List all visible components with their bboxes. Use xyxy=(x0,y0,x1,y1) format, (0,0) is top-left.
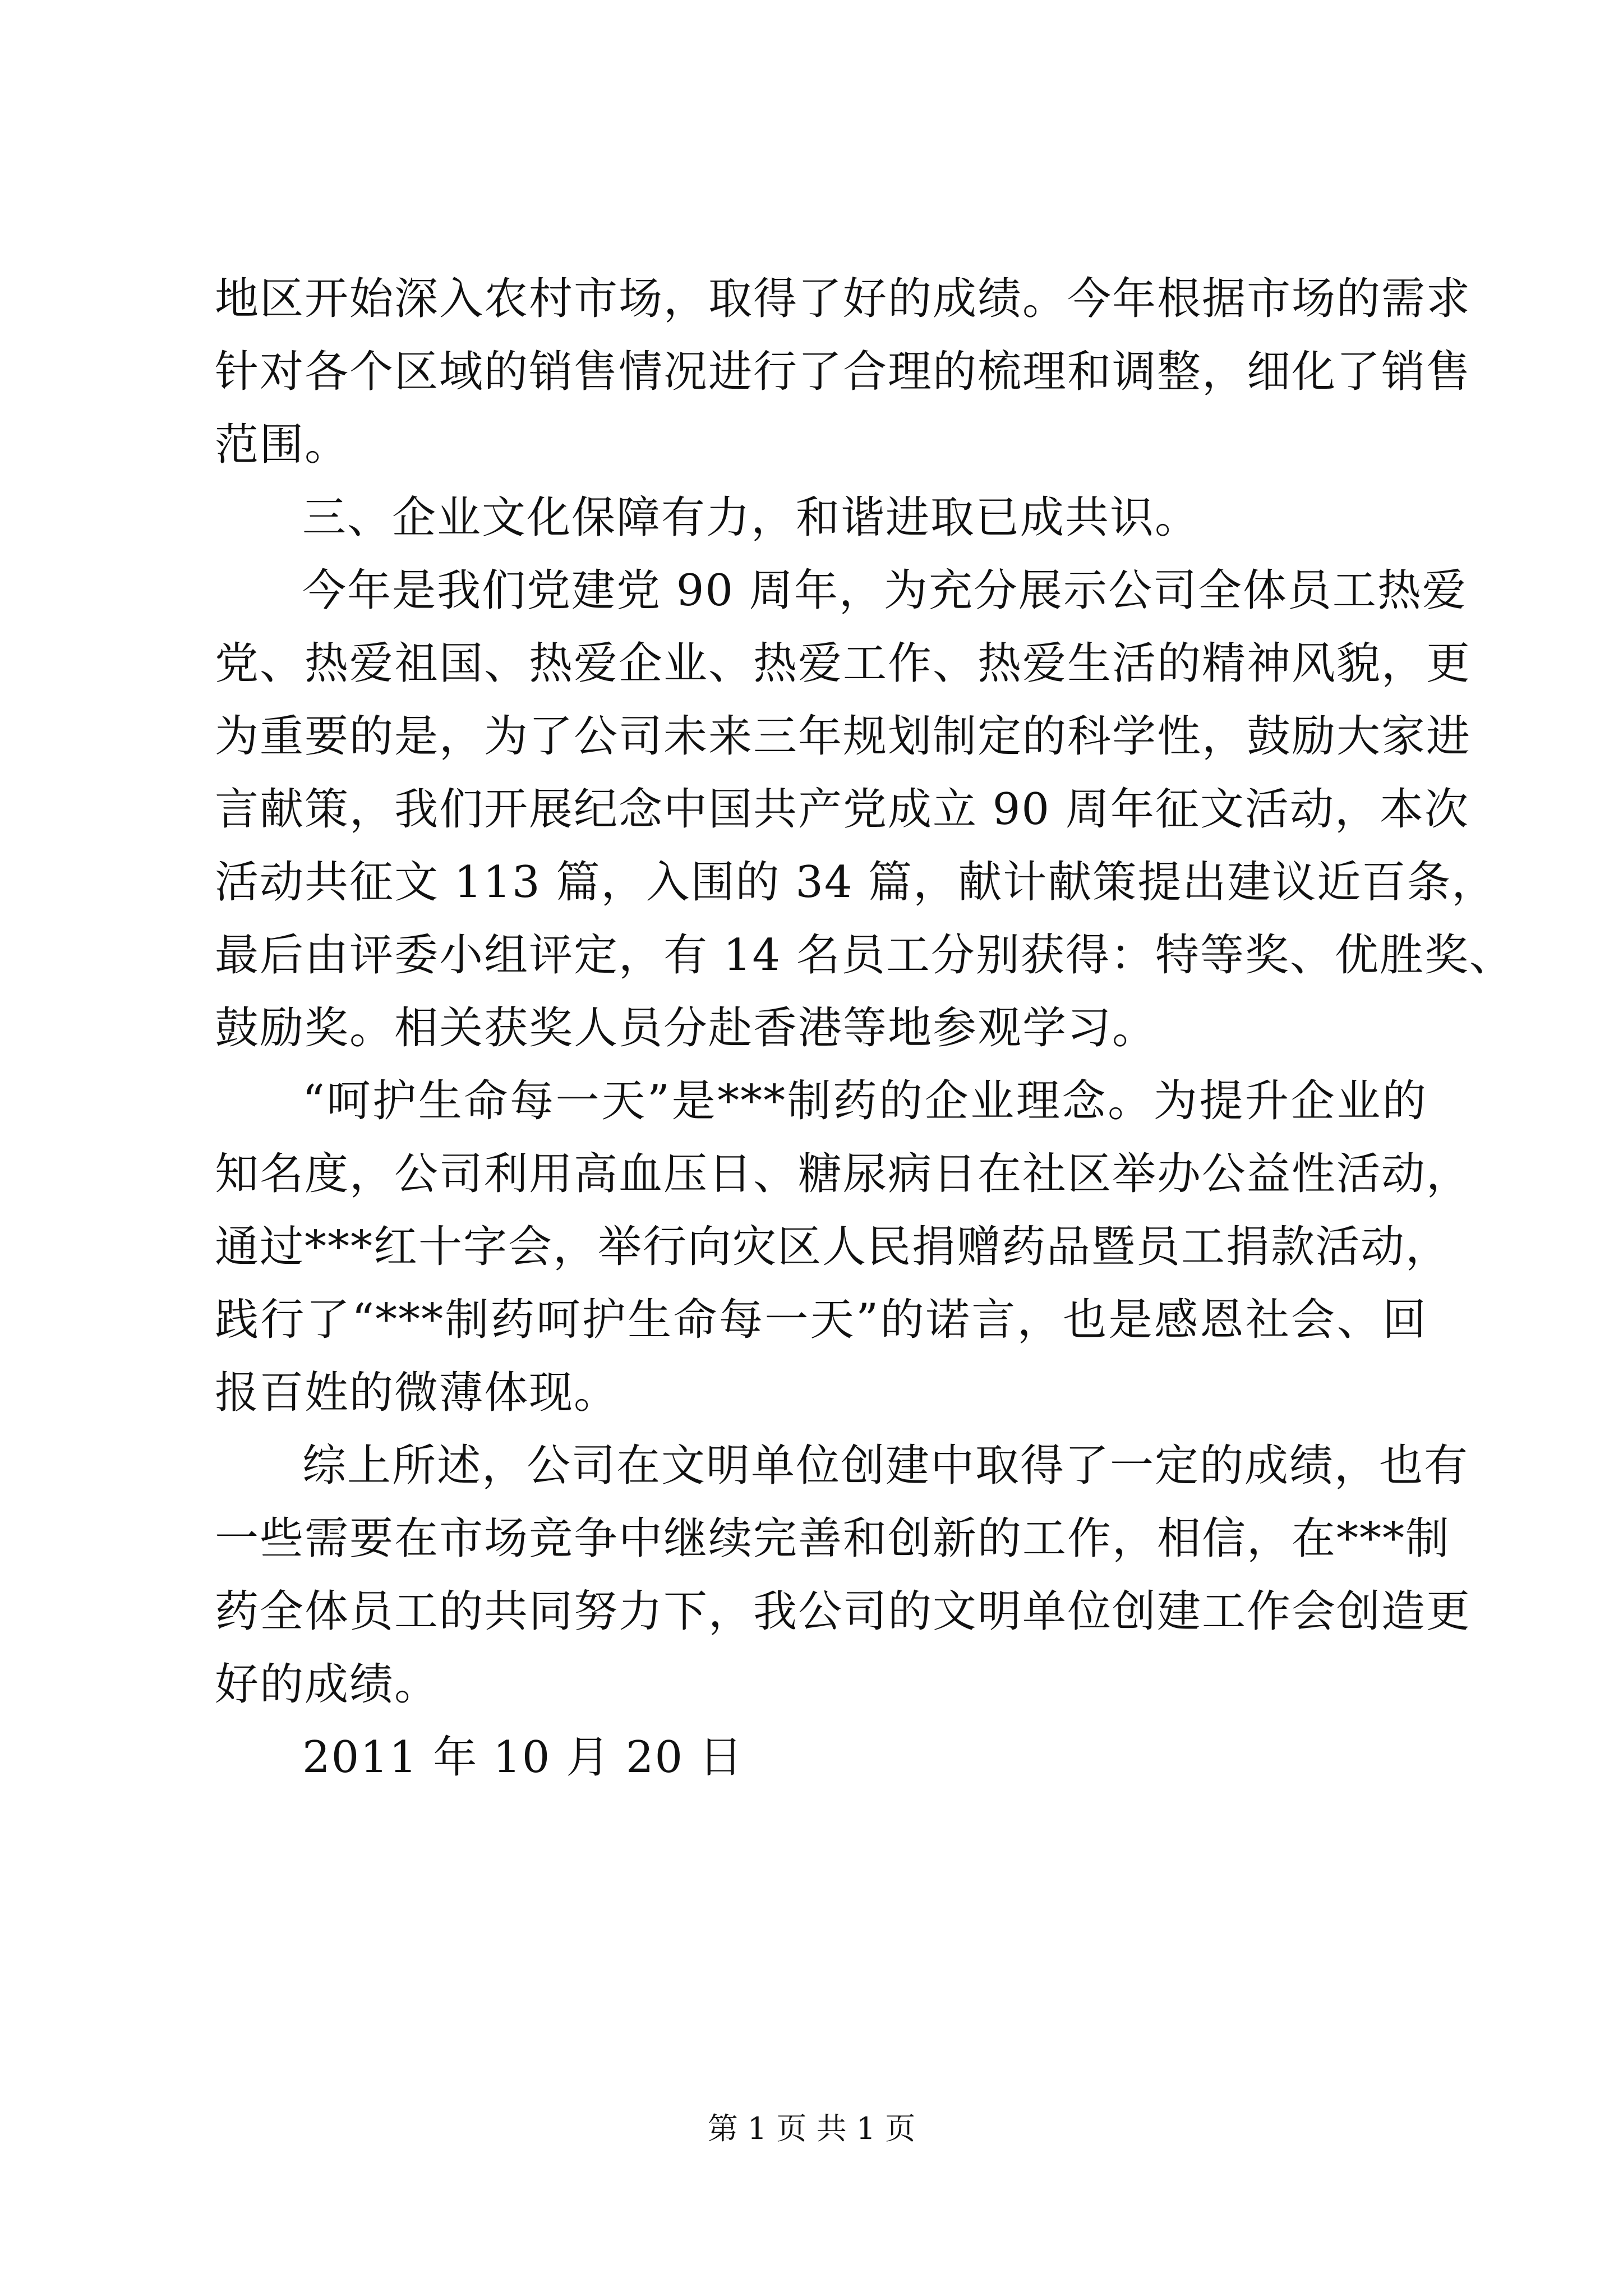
section-heading: 三、企业文化保障有力，和谐进取已成共识。 xyxy=(302,493,1200,543)
body-line: 党、热爱祖国、热爱企业、热爱工作、热爱生活的精神风貌，更 xyxy=(215,638,1472,689)
body-line: “呵护生命每一天”是***制药的企业理念。为提升企业的 xyxy=(302,1076,1427,1126)
body-line: 针对各个区域的销售情况进行了合理的梳理和调整，细化了销售 xyxy=(215,347,1472,397)
body-line: 一些需要在市场竞争中继续完善和创新的工作，相信，在***制 xyxy=(215,1513,1451,1564)
body-line: 地区开始深入农村市场，取得了好的成绩。今年根据市场的需求 xyxy=(215,274,1472,324)
body-line: 鼓励奖。相关获奖人员分赴香港等地参观学习。 xyxy=(215,1003,1158,1053)
body-line: 通过***红十字会，举行向灾区人民捐赠药品暨员工捐款活动， xyxy=(215,1222,1451,1272)
body-line: 最后由评委小组评定，有 14 名员工分别获得：特等奖、优胜奖、 xyxy=(215,930,1514,981)
body-line: 药全体员工的共同努力下，我公司的文明单位创建工作会创造更 xyxy=(215,1586,1472,1637)
body-line: 今年是我们党建党 90 周年，为充分展示公司全体员工热爱 xyxy=(302,565,1467,616)
body-line: 践行了“***制药呵护生命每一天”的诺言，也是感恩社会、回 xyxy=(215,1295,1427,1345)
body-line: 范围。 xyxy=(215,420,350,470)
body-line: 活动共征文 113 篇，入围的 34 篇，献计献策提出建议近百条， xyxy=(215,857,1497,908)
document-body xyxy=(215,263,1514,1794)
body-line: 综上所述，公司在文明单位创建中取得了一定的成绩，也有 xyxy=(302,1441,1469,1491)
document-date: 2011 年 10 月 20 日 xyxy=(302,1732,744,1783)
body-line: 为重要的是，为了公司未来三年规划制定的科学性，鼓励大家进 xyxy=(215,711,1472,762)
body-line: 报百姓的微薄体现。 xyxy=(215,1368,619,1418)
body-line: 知名度，公司利用高血压日、糖尿病日在社区举办公益性活动， xyxy=(215,1149,1472,1199)
body-line: 言献策，我们开展纪念中国共产党成立 90 周年征文活动，本次 xyxy=(215,784,1469,835)
page-number-footer: 第 1 页 共 1 页 xyxy=(707,2111,916,2146)
body-line: 好的成绩。 xyxy=(215,1659,440,1710)
